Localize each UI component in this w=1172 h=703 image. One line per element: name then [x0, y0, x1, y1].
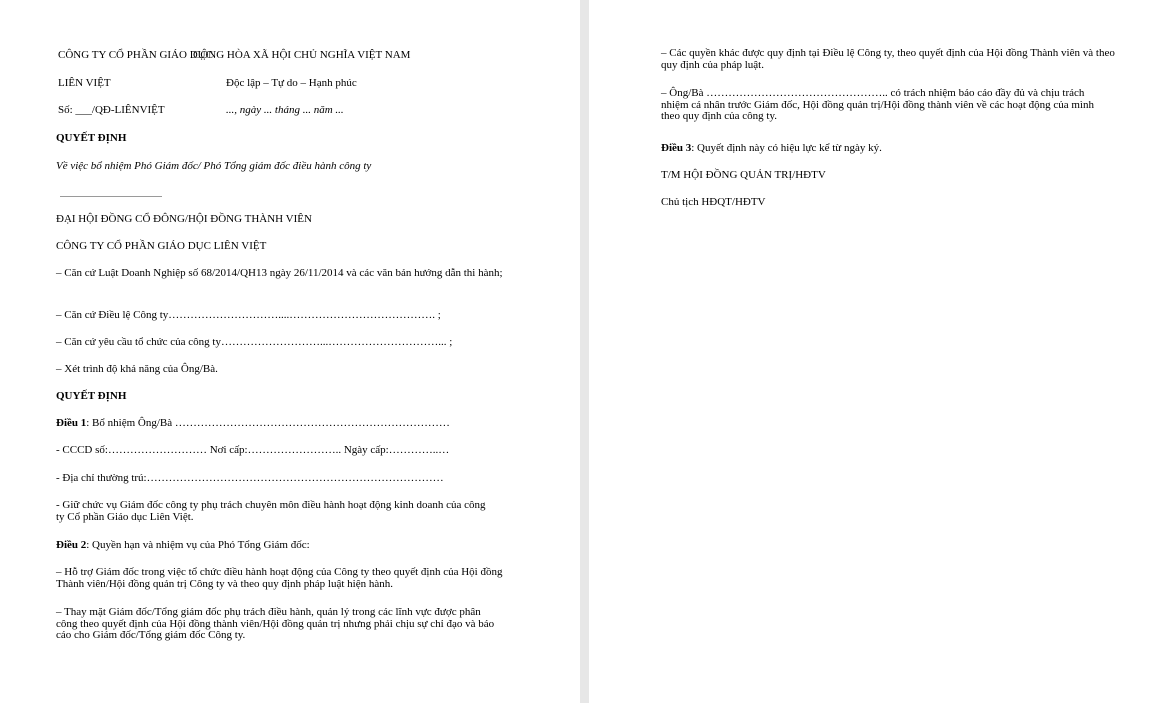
- separator-line: [60, 196, 162, 197]
- duty-2: – Thay mặt Giám đốc/Tổng giám đốc phụ trách điều hành, quản lý trong các lĩnh vực được phân công theo quyết định của Hội đồng thành viên/Hội đồng quản trị nhưng phải chịu sự chỉ đạo và báo cáo cho Giám đốc/Tổng giám đốc Công ty.: [56, 606, 495, 641]
- page-gap: [580, 0, 589, 703]
- duty-4: – Ông/Bà ………………………………………….. có trách nhiệm báo cáo đầy đủ và chịu trách nhiệm cá nhân trước Giám đốc, Hội đồng quản trị/Hội đồng thành viên về các hoạt động của mình theo quy định của công ty.: [661, 87, 1095, 122]
- document-subject: Về việc bổ nhiệm Phó Giám đốc/ Phó Tổng giám đốc điều hành công ty: [56, 160, 372, 172]
- decision-number: Số: ___/QĐ-LIÊNVIỆT: [58, 104, 165, 116]
- document-page-1: [0, 0, 580, 703]
- national-motto: Độc lập – Tự do – Hạnh phúc: [226, 77, 357, 89]
- duty-1: – Hỗ trợ Giám đốc trong việc tổ chức điều hành hoạt động của Công ty theo quyết định của Hội đồng Thành viên/Hội đồng quản trị Công ty và theo quy định pháp luật hiện hành.: [56, 566, 503, 590]
- position-line: - Giữ chức vụ Giám đốc công ty phụ trách chuyên môn điều hành hoạt động kinh doanh của công ty Cổ phần Giáo dục Liên Việt.: [56, 499, 486, 523]
- article-2-text: : Quyền hạn và nhiệm vụ của Phó Tổng Giám đốc:: [86, 539, 310, 551]
- address-line: - Địa chỉ thường trú:………………………………………………………………………: [56, 472, 444, 484]
- document-page-2: [589, 0, 1172, 703]
- decision-heading: QUYẾT ĐỊNH: [56, 390, 127, 402]
- company-name-line-2: LIÊN VIỆT: [58, 77, 111, 89]
- company-name-line-1: CÔNG TY CỔ PHẦN GIÁO DỤC: [58, 49, 213, 61]
- article-2: [56, 540, 310, 552]
- article-2-label: Điều 2: [56, 539, 87, 551]
- article-3-label: Điều 3: [661, 142, 692, 154]
- article-3: [661, 143, 882, 155]
- legal-basis-2: – Căn cứ Điều lệ Công ty…………………………....…………………………………. ;: [56, 309, 441, 321]
- national-title: CỘNG HÒA XÃ HỘI CHỦ NGHĨA VIỆT NAM: [193, 49, 411, 61]
- id-card-line: - CCCD số:……………………… Nơi cấp:…………………….. Ngày cấp:…………..…: [56, 444, 450, 456]
- legal-basis-4: – Xét trình độ khả năng của Ông/Bà.: [56, 363, 218, 375]
- article-1-label: Điều 1: [56, 417, 87, 429]
- legal-basis-3: – Căn cứ yêu cầu tổ chức của công ty………………………...…………………………... ;: [56, 336, 453, 348]
- article-1: [56, 418, 450, 430]
- issuing-body-1: ĐẠI HỘI ĐỒNG CỔ ĐÔNG/HỘI ĐỒNG THÀNH VIÊN: [56, 213, 312, 225]
- legal-basis-1: – Căn cứ Luật Doanh Nghiệp số 68/2014/QH13 ngày 26/11/2014 và các văn bản hướng dẫn thi hành;: [56, 267, 503, 279]
- article-3-text: : Quyết định này có hiệu lực kể từ ngày ký.: [691, 142, 882, 154]
- signature-name: Chủ tịch HĐQT/HĐTV: [661, 196, 766, 208]
- article-1-text: : Bổ nhiệm Ông/Bà …………………………………………………………………: [86, 417, 450, 429]
- signature-title: T/M HỘI ĐỒNG QUẢN TRỊ/HĐTV: [661, 169, 826, 181]
- decision-date: ..., ngày ... tháng ... năm ...: [226, 104, 344, 116]
- document-title: QUYẾT ĐỊNH: [56, 132, 127, 144]
- issuing-body-2: CÔNG TY CỔ PHẦN GIÁO DỤC LIÊN VIỆT: [56, 240, 267, 252]
- duty-3: – Các quyền khác được quy định tại Điều lệ Công ty, theo quyết định của Hội đồng Thành viên và theo quy định của pháp luật.: [661, 47, 1115, 71]
